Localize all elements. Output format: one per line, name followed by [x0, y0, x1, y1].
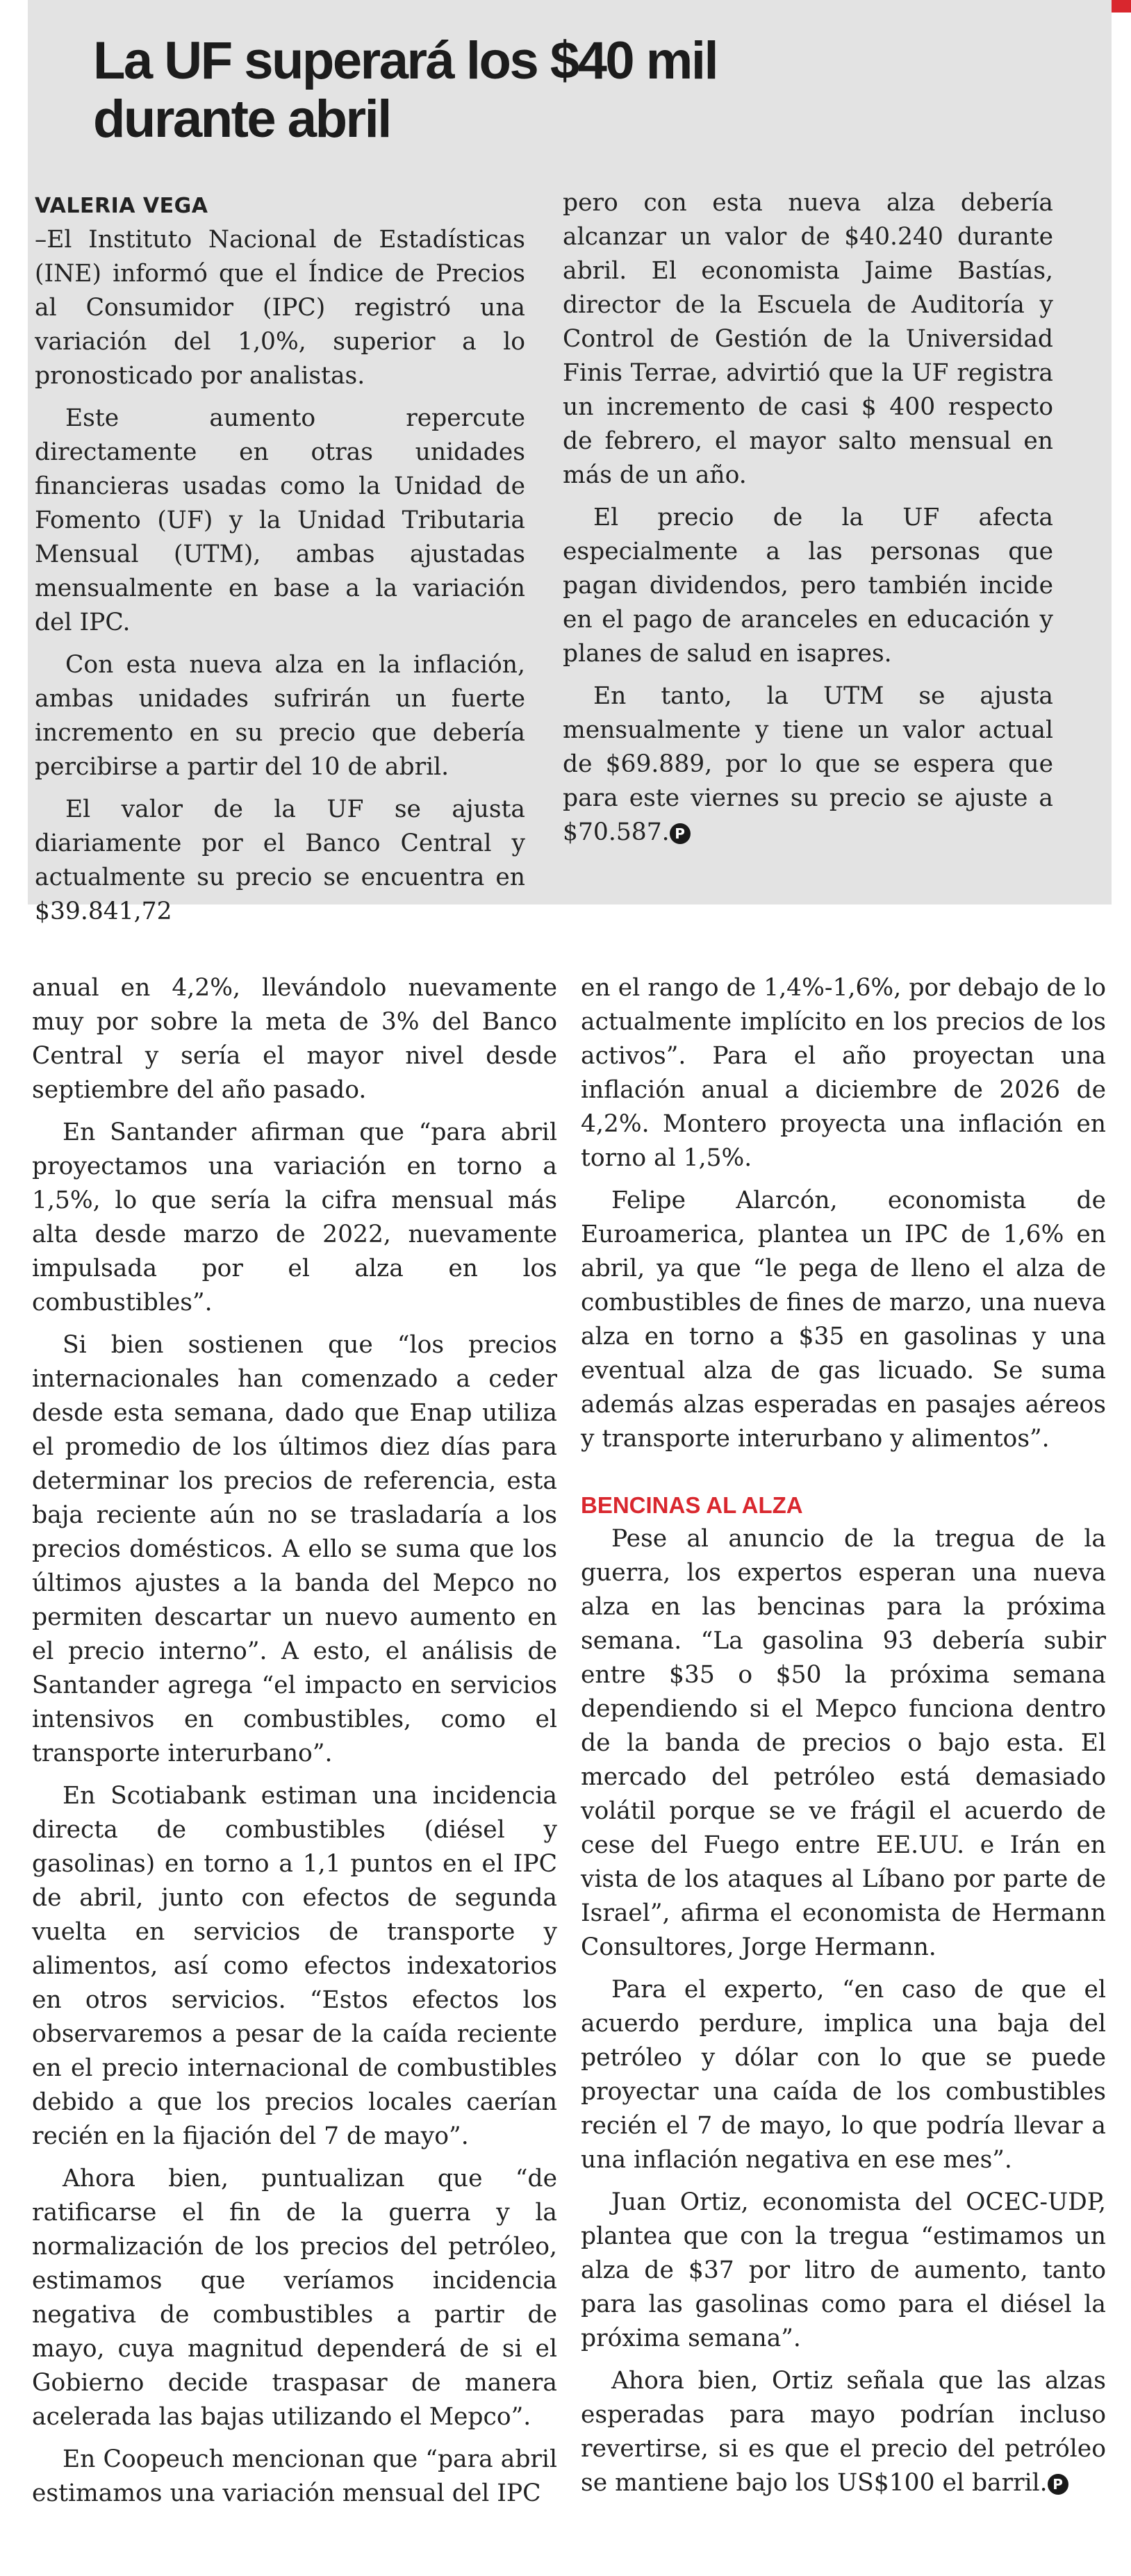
section-subheading: BENCINAS AL ALZA [581, 1492, 803, 1518]
paragraph [581, 2364, 1106, 2500]
paragraph: En Scotiabank estiman una incidencia directa de combustibles (diésel y gasolinas) en torno a 1,1 puntos en el IPC de abril, junto con efectos de segunda vuelta en servicios de transporte y alimentos, así como efectos indexatorios en otros servicios. “Estos efectos los observaremos a pesar de la caída reciente en el precio internacional de combustibles debido a que los precios locales caerían recién en la fijación del 7 de mayo”. [32, 1782, 557, 2150]
paragraph: Este aumento repercute directamente en otras unidades financieras usadas como la Unidad de Fomento (UF) y la Unidad Tributaria Mensual (UTM), ambas ajustadas mensualmente en base a la variación del IPC. [35, 404, 525, 636]
sidebar-column-left [35, 189, 525, 937]
paragraph: En Coopeuch mencionan que “para abril estimamos una variación mensual del IPC [32, 2445, 557, 2507]
paragraph: en el rango de 1,4%-1,6%, por debajo de lo actualmente implícito en los precios de los activos”. Para el año proyectan una inflación anual a diciembre de 2026 de 4,2%. Montero proyecta una inflación en torno al 1,5%. [581, 974, 1106, 1172]
paragraph: En Santander afirman que “para abril proyectamos una variación en torno a 1,5%, lo que sería la cifra mensual más alta desde marzo de 2022, nuevamente impulsada por el alza en los combustibles”. [32, 1118, 557, 1316]
paragraph: Juan Ortiz, economista del OCEC-UDP, plantea que con la tregua “estimamos un alza de $37 por litro de aumento, tanto para las gasolinas como para el diésel la próxima semana”. [581, 2188, 1106, 2352]
end-of-article-icon: P [1048, 2474, 1068, 2495]
headline-line-1: La UF superará los $40 mil [93, 31, 718, 90]
paragraph-text: Ahora bien, Ortiz señala que las alzas esperadas para mayo podrían incluso revertirse, si es que el precio del petróleo se mantiene bajo los US$100 el barril. [581, 2367, 1106, 2497]
paragraph [563, 679, 1053, 850]
end-of-article-icon: P [670, 823, 691, 844]
paragraph: anual en 4,2%, llevándolo nuevamente muy por sobre la meta de 3% del Banco Central y sería el mayor nivel desde septiembre del año pasado. [32, 974, 557, 1104]
main-column-left [32, 971, 557, 2519]
paragraph-text: En tanto, la UTM se ajusta mensualmente y tiene un valor actual de $69.889, por lo que se espera que para este viernes su precio se ajuste a $70.587. [563, 682, 1053, 846]
paragraph: Ahora bien, puntualizan que “de ratificarse el fin de la guerra y la normalización de los precios del petróleo, estimamos que veríamos incidencia negativa de combustibles a partir de mayo, cuya magnitud dependerá de si el Gobierno decide traspasar de manera acelerada las bajas utilizando el Mepco”. [32, 2165, 557, 2431]
paragraph: –El Instituto Nacional de Estadísticas (INE) informó que el Índice de Precios al Consumidor (IPC) registró una variación del 1,0%, superior a lo pronosticado por analistas. [35, 226, 525, 390]
headline-line-2: durante abril [93, 90, 390, 149]
paragraph: Pese al anuncio de la tregua de la guerra, los expertos esperan una nueva alza en las bencinas para la próxima semana. “La gasolina 93 debería subir entre $35 o $50 la próxima semana dependiendo si el Mepco funciona dentro de la banda de precios o bajo esta. El mercado del petróleo está demasiado volátil porque se ve frágil el acuerdo de cese del Fuego entre EE.UU. e Irán en vista de los ataques al Líbano por parte de Israel”, afirma el economista de Hermann Consultores, Jorge Hermann. [581, 1525, 1106, 1961]
main-column-right [581, 971, 1106, 2509]
headline [93, 32, 1077, 149]
paragraph: El valor de la UF se ajusta diariamente por el Banco Central y actualmente su precio se encuentra en $39.841,72 [35, 795, 525, 925]
paragraph: Si bien sostienen que “los precios internacionales han comenzado a ceder desde esta semana, dado que Enap utiliza el promedio de los últimos diez días para determinar los precios de referencia, esta baja reciente aún no se trasladaría a los precios domésticos. A ello se suma que los últimos ajustes a la banda del Mepco no permiten descartar un nuevo aumento en el precio interno”. A esto, el análisis de Santander agrega “el impacto en servicios intensivos en combustibles, como el transporte interurbano”. [32, 1331, 557, 1767]
paragraph: Para el experto, “en caso de que el acuerdo perdure, implica una baja del petróleo y dólar con lo que se puede proyectar una caída de los combustibles recién el 7 de mayo, lo que podría llevar a una inflación negativa en ese mes”. [581, 1976, 1106, 2174]
paragraph: Felipe Alarcón, economista de Euroamerica, plantea un IPC de 1,6% en abril, ya que “le pega de lleno el alza de combustibles de fines de marzo, una nueva alza en torno a $35 en gasolinas y una eventual alza de gas licuado. Se suma además alzas esperadas en pasajes aéreos y transporte interurbano y alimentos”. [581, 1187, 1106, 1453]
paragraph: Con esta nueva alza en la inflación, ambas unidades sufrirán un fuerte incremento en su precio que debería percibirse a partir del 10 de abril. [35, 651, 525, 781]
paragraph: El precio de la UF afecta especialmente a las personas que pagan dividendos, pero también incide en el pago de aranceles en educación y planes de salud en isapres. [563, 504, 1053, 668]
paragraph: pero con esta nueva alza debería alcanzar un valor de $40.240 durante abril. El economista Jaime Bastías, director de la Escuela de Auditoría y Control de Gestión de la Universidad Finis Terrae, advirtió que la UF registra un incremento de casi $ 400 respecto de febrero, el mayor salto mensual en más de un año. [563, 189, 1053, 489]
sidebar-column-right [563, 186, 1053, 858]
byline: VALERIA VEGA [35, 194, 208, 218]
